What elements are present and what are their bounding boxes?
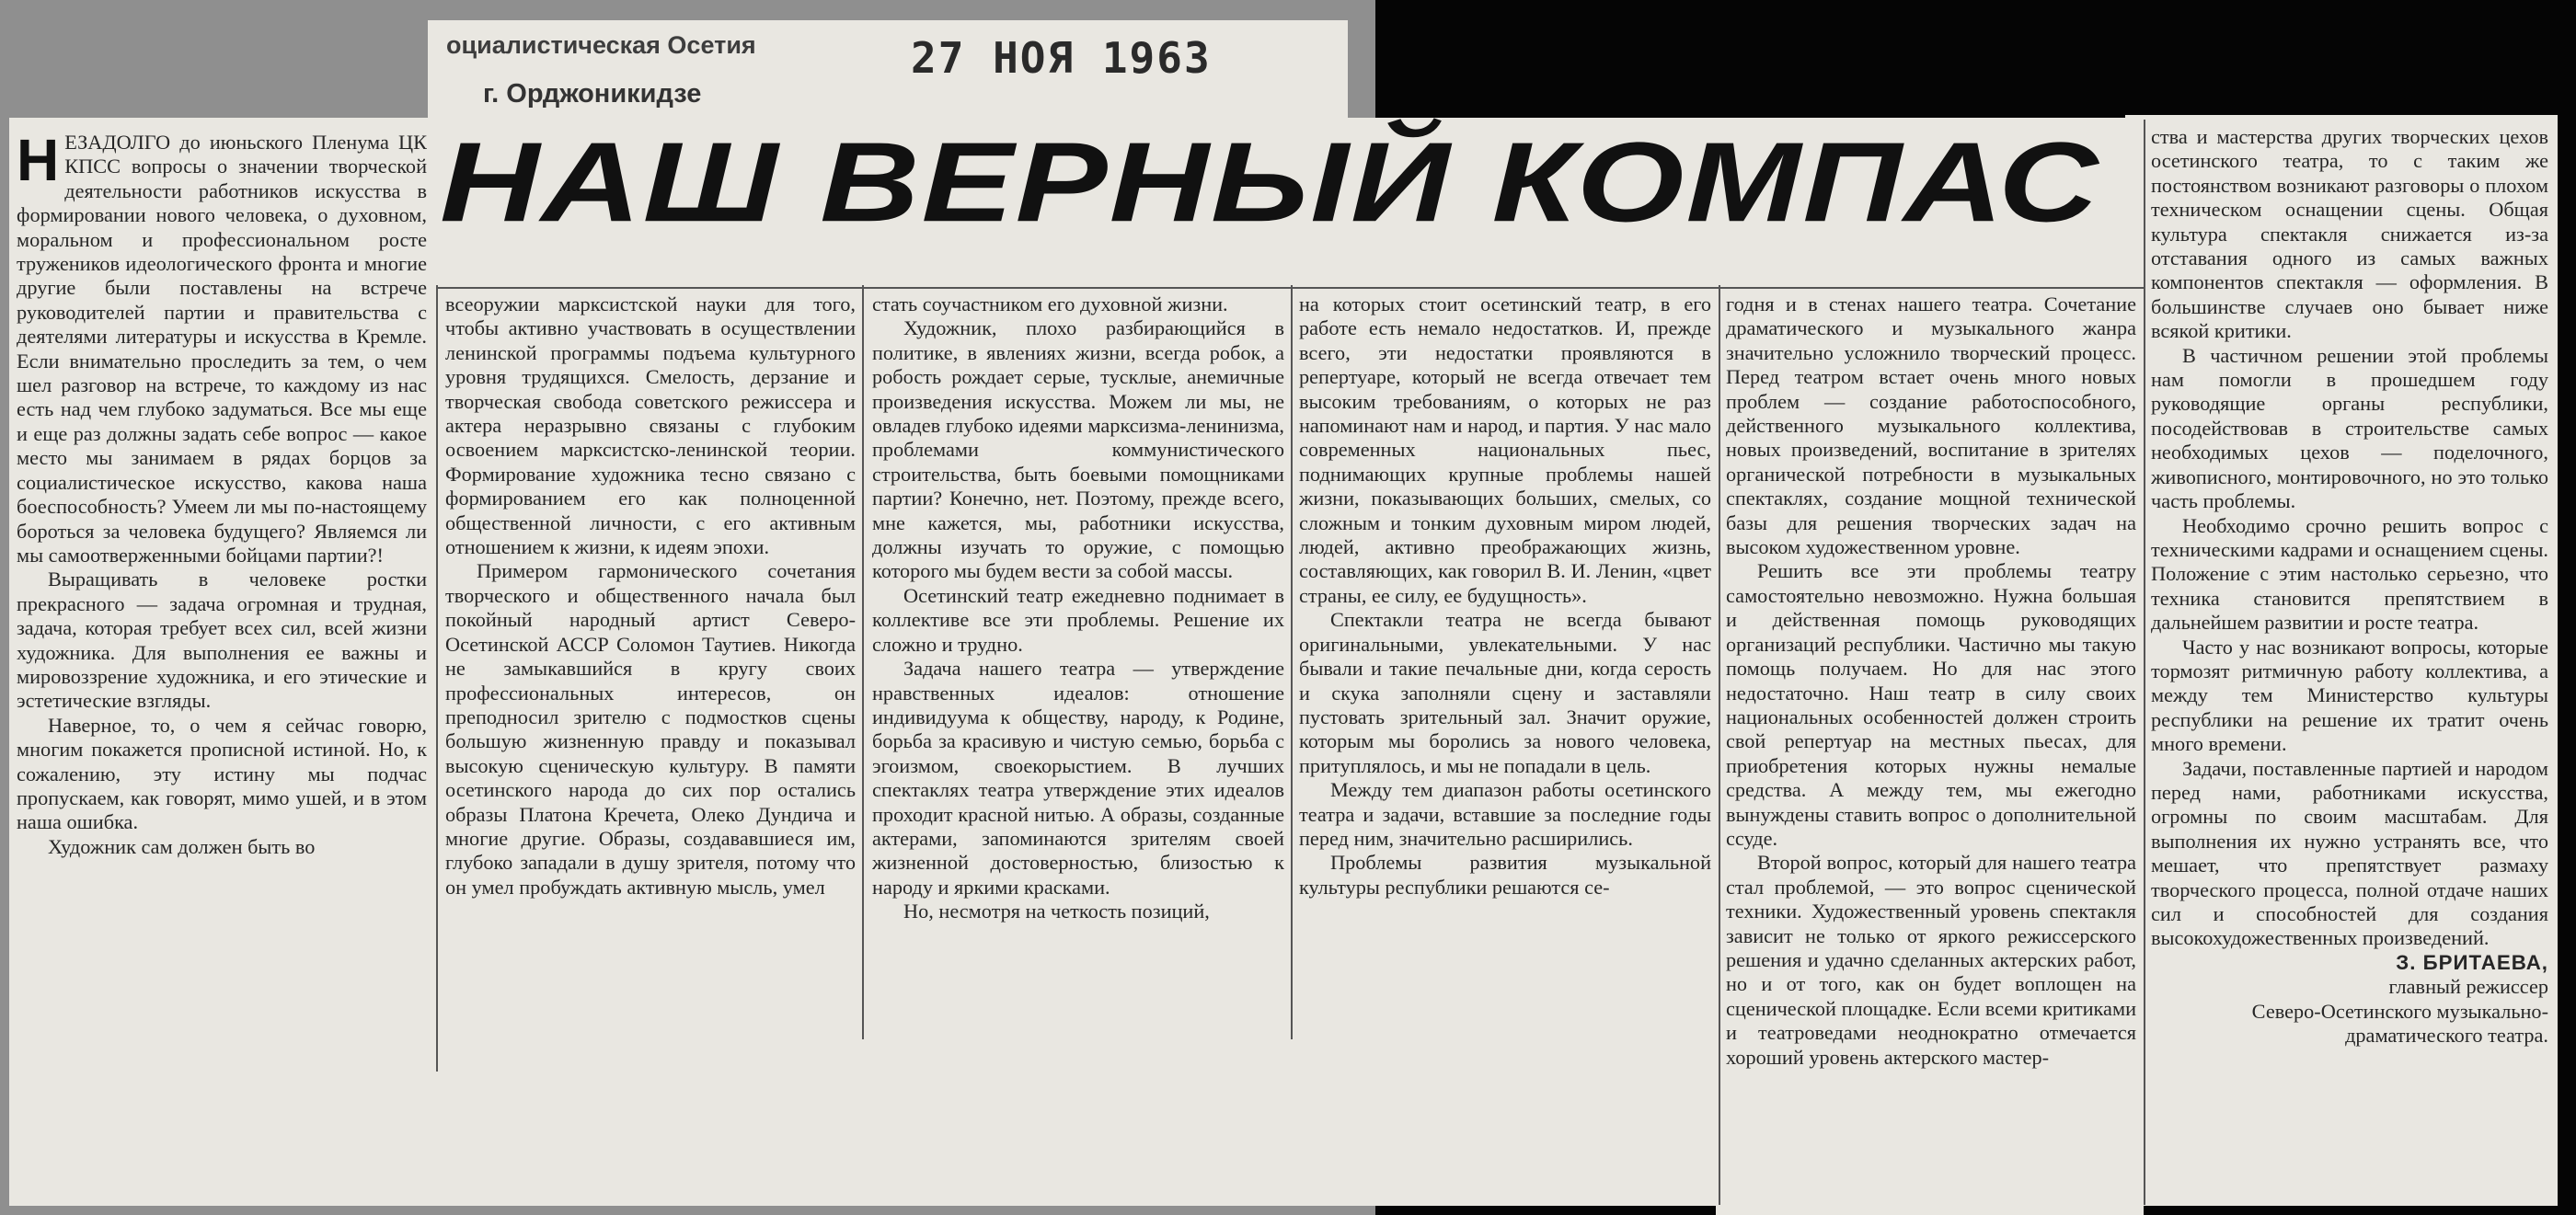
article-paragraph: Задача нашего театра — утверждение нравственных идеалов: отношение индивидуума к обществу, народу, к Родине, борьба за красивую и чистую семью, борьба с эгоизмом, своекорыстием. В лучших спектаклях театра утверждение этих идеалов проходит красной нитью. А образы, созданные актерами, запоминаются зрителям своей жизненной достоверностью, близостью к народу и яркими красками. bbox=[872, 657, 1284, 899]
drop-cap: Н bbox=[17, 131, 60, 193]
article-paragraph: В частичном решении этой проблемы нам помогли в прошедшем году руководящие органы республики, посодействовав в строительстве самых необходимых цехов — поделочного, живописного, монтировочного, но это только часть проблемы. bbox=[2151, 343, 2548, 513]
article-paragraph: Необходимо срочно решить вопрос с техническими кадрами и оснащением сцены. Положение с этим настолько серьезно, что техника становится препятствием в дальнейшем развитии и росте театра. bbox=[2151, 513, 2548, 635]
newspaper-city: г. Орджоникидзе bbox=[483, 79, 702, 109]
article-paragraph: Между тем диапазон работы осетинского театра и задачи, вставшие за последние годы перед ним, значительно расширились. bbox=[1299, 778, 1711, 850]
article-paragraph: Выращивать в человеке ростки прекрасного — задача огромная и трудная, задача, которая требует всех сил, всей жизни художника. Для выполнения ее важны и мировоззрение художника, и его этические и эстетические взгляды. bbox=[17, 567, 427, 713]
article-paragraph bbox=[17, 131, 427, 567]
article-paragraph: Осетинский театр ежедневно поднимает в коллективе все эти проблемы. Решение их сложно и трудно. bbox=[872, 583, 1284, 656]
article-paragraph: ства и мастерства других творческих цехов осетинского театра, то с таким же постоянством возникают разговоры о плохом техническом оснащении сцены. Общая культура спектакля снижается из-за отставания одного из самых важных компонентов спектакля — оформления. В большинстве случаев оно бывает ниже всякой критики. bbox=[2151, 125, 2548, 343]
article-paragraph: стать соучастником его духовной жизни. bbox=[872, 292, 1228, 315]
article-headline: НАШ ВЕРНЫЙ КОМПАС bbox=[440, 118, 2100, 246]
article-paragraph: Проблемы развития музыкальной культуры республики решаются се- bbox=[1299, 851, 1711, 899]
column-rule-4 bbox=[1719, 285, 1720, 1205]
article-paragraph: Но, несмотря на четкость позиций, bbox=[903, 900, 1210, 923]
article-paragraph: Примером гармонического сочетания творческого и общественного начала был покойный народный артист Северо-Осетинской АССР Соломон Таутиев. Никогда не замыкавшийся в кругу своих профессиональных интересов, он преподносил зрителю с подмостков сцены большую жизненную правду и показывал высокую сценическую культуру. В памяти осетинского народа до сих пор остались образы Платона Кречета, Олеко Дундича и многие другие. Образы, создававшиеся им, глубоко западали в душу зрителя, потому что он умел пробуждать активную мысль, умел bbox=[445, 559, 856, 899]
author-position: главный режиссер bbox=[2388, 975, 2548, 999]
article-paragraph: всеоружии марксистской науки для того, чтобы активно участвовать в осуществлении ленинской программы подъема культурного уровня трудящихся. Смелость, дерзание и творческая свобода советского режиссера и актера неразрывно связаны с глубоким освоением марксистско-ленинской теории. Формирование художника тесно связано с формированием его как полноценной общественной личности, с его активным отношением к жизни, к идеям эпохи. bbox=[445, 292, 856, 559]
author-organization: Северо-Осетинского музыкально-драматического театра. bbox=[2251, 999, 2548, 1048]
newspaper-masthead: оциалистическая Осетия bbox=[446, 31, 756, 59]
article-paragraph: годня и в стенах нашего театра. Сочетание драматического и музыкального жанра значительно усложнило творческий процесс. Перед театром встает очень много новых проблем — создание работоспособного, действенного музыкального коллектива, новых произведений, воспитание в зрителях органической потребности в музыкальных спектаклях, создание мощной технической базы для решения творческих задач на высоком художественном уровне. bbox=[1726, 292, 2136, 559]
author-name: З. БРИТАЕВА, bbox=[2396, 950, 2548, 974]
article-column-5 bbox=[1726, 292, 2136, 1208]
article-paragraph: Спектакли театра не всегда бывают оригинальными, увлекательными. У нас бывали и такие печальные дни, когда серость и скука заполняли сцену и заставляли пустовать зрительный зал. Значит оружие, которым мы боролись за нового человека, притуплялось, и мы не попадали в цель. bbox=[1299, 608, 1711, 777]
article-paragraph: Решить все эти проблемы театру самостоятельно невозможно. Нужна большая и действенная помощь руководящих организаций республики. Частично мы такую помощь получаем. Но для нас этого недостаточно. Наш театр в силу своих национальных особенностей должен строить свой репертуар на местных пьесах, для приобретения которых нужны немалые средства. А между тем, мы ежегодно вынуждены ставить вопрос о дополнительной ссуде. bbox=[1726, 559, 2136, 850]
column-rule-1 bbox=[436, 285, 438, 1072]
article-paragraph: Второй вопрос, который для нашего театра стал проблемой, — это вопрос сценической техники. Художественный уровень спектакля зависит не только от яркого режиссерского решения и удачно сделанных актерских работ, но и от того, как он будет воплощен на сценической площадке. Если всеми критиками и театроведами неоднократно отмечается хороший уровень актерского мастер- bbox=[1726, 851, 2136, 1069]
article-column-4 bbox=[1299, 292, 1711, 1065]
author-signature bbox=[2151, 951, 2548, 975]
article-paragraph: на которых стоит осетинский театр, в его работе есть немало недостатков. И, прежде всего, эти недостатки проявляются в репертуаре, который не всегда отвечает тем высоким требованиям, о которых не раз напоминают нам и народ, и партия. У нас мало современных национальных пьес, поднимающих крупные проблемы нашей жизни, показывающих больших, смелых, со сложным и тонким духовным миром людей, людей, активно преображающих жизнь, составляющих, как говорил В. И. Ленин, «цвет страны, ее силу, ее будущность». bbox=[1299, 292, 1711, 607]
article-column-2 bbox=[445, 292, 856, 1033]
article-paragraph: Художник, плохо разбирающийся в политике, в явлениях жизни, всегда робок, а робость рождает серые, тусклые, анемичные произведения искусства. Можем ли мы, не овладев глубоко идеями марксизма-ленинизма, проблемами коммунистического строительства, быть боевыми помощниками партии? Конечно, нет. Поэтому, прежде всего, мне кажется, мы, работники искусства, должны изучать то оружие, с помощью которого мы будем вести за собой массы. bbox=[872, 316, 1284, 583]
date-stamp: 27 НОЯ 1963 bbox=[911, 33, 1212, 83]
column-rule-2 bbox=[862, 285, 864, 1039]
article-paragraph: Художник сам должен быть во bbox=[48, 834, 316, 858]
article-paragraph: Задачи, поставленные партией и народом перед нами, работниками искусства, огромны по своим масштабам. Для выполнения их нужно устранять все, что мешает, что препятствует размаху творческого процесса, полной отдаче наших сил и способностей для создания высокохудожественных произведений. bbox=[2151, 756, 2548, 950]
column-rule-3 bbox=[1291, 285, 1293, 1039]
paragraph-text: ЕЗАДОЛГО до июньского Пленума ЦК КПСС вопросы о значении творческой деятельности работников искусства в формировании нового человека, о духовном, моральном и профессиональном росте тружеников идеологического фронта и многие другие были поставлены на встрече руководителей партии и правительства с деятелями литературы и искусства в Кремле. Если внимательно проследить за тем, о чем шел разговор на встрече, то каждому из нас есть над чем глубоко задуматься. Все мы еще и еще раз должны задать себе вопрос — какое место мы занимаем в рядах борцов за социалистическое искусство, какова наша боеспособность? Умеем ли мы по-настоящему бороться за человека будущего? Являемся ли мы самоотверженными бойцами партии?! bbox=[17, 131, 427, 567]
article-paragraph: Наверное, то, о чем я сейчас говорю, многим покажется прописной истиной. Но, к сожалению, эту истину мы подчас пропускаем, как говорят, мимо ушей, и в этом наша ошибка. bbox=[17, 713, 427, 834]
article-column-1 bbox=[17, 131, 427, 1064]
article-paragraph: Часто у нас возникают вопросы, которые тормозят ритмичную работу коллектива, а между тем Министерство культуры республики на решение их тратит очень много времени. bbox=[2151, 635, 2548, 756]
column-rule-5 bbox=[2144, 120, 2145, 1205]
article-column-3 bbox=[872, 292, 1284, 1079]
headline-underline bbox=[437, 287, 2144, 289]
article-column-6 bbox=[2151, 125, 2548, 1206]
